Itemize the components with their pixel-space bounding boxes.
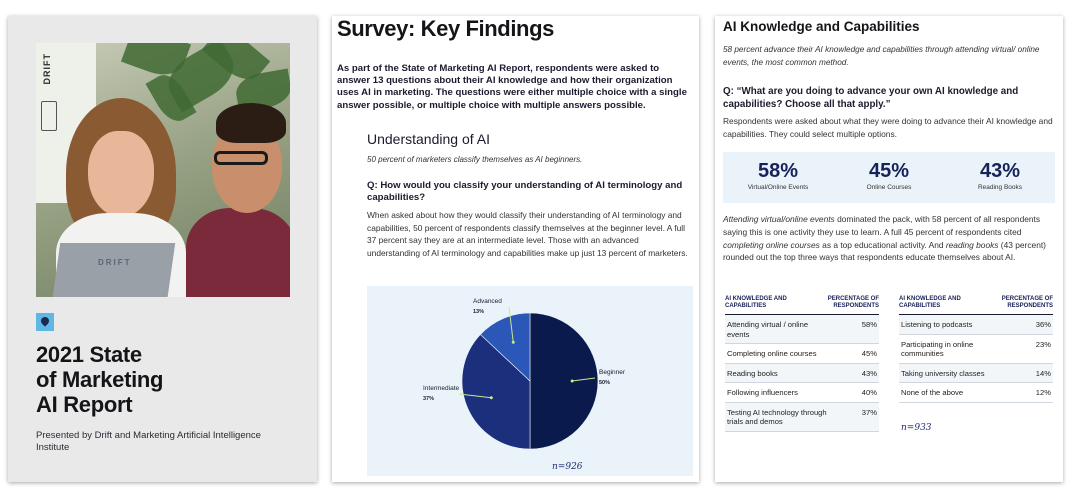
drift-logo: DRIFT (42, 53, 52, 85)
row-value: 36% (1035, 320, 1051, 329)
intro-paragraph: As part of the State of Marketing AI Report, respondents were asked to answer 13 questions about their AI knowledge and how their organization uses AI in marketing. The questions were either multiple choice with a single answer possible, or multiple choice with multiple answers possible. (337, 63, 687, 111)
stat-reading-books (945, 160, 1055, 191)
section-summary: 50 percent of marketers classify themselves as AI beginners. (367, 155, 583, 164)
cover-photo (36, 43, 290, 297)
row-label: Listening to podcasts (901, 320, 973, 329)
page-title: Survey: Key Findings (337, 16, 554, 41)
table-header (725, 296, 879, 315)
body-paragraph: When asked about how they would classify their understanding of AI terminology and capabilities, 50 percent of respondents classify themselves at the beginner level. A full 37 percent say they are at an intermediate level. Those with an advanced understanding of AI terminology and capabilities make up just 13 percent of marketers. (367, 210, 688, 258)
table-row (899, 335, 1053, 364)
row-value: 43% (861, 368, 877, 378)
key-findings-page (332, 16, 699, 482)
row-label: Taking university classes (901, 368, 985, 378)
stat-label: Online Courses (866, 184, 912, 191)
pie-value-label: 37% (423, 396, 435, 402)
cover-subtitle: Presented by Drift and Marketing Artificial Intelligence Institute (36, 430, 261, 453)
row-value: 58% (861, 320, 877, 329)
table-header-left: AI KNOWLEDGE AND CAPABILITIES (725, 296, 787, 309)
table-row (725, 344, 879, 364)
stats-banner (723, 152, 1055, 203)
row-label: Testing AI technology through trials and demos (727, 407, 827, 426)
capabilities-table-right (899, 296, 1053, 403)
row-value: 37% (861, 407, 877, 417)
body-paragraph: Respondents were asked about what they were doing to advance their AI knowledge and capabilities. They could select multiple options. (723, 116, 1053, 139)
pie-value-label: 13% (473, 309, 485, 315)
pie-chart (367, 286, 693, 476)
capabilities-page (715, 16, 1063, 482)
stat-value: 45% (868, 160, 910, 182)
analysis-paragraph (723, 213, 1053, 264)
row-label: Completing online courses (727, 349, 817, 358)
cover-page (8, 16, 317, 482)
row-value: 12% (1035, 388, 1051, 397)
stat-label: Virtual/Online Events (747, 184, 809, 191)
analysis-text-run: Attending virtual/online events (723, 214, 835, 224)
table-row (899, 383, 1053, 403)
question-heading: Q: “What are you doing to advance your own AI knowledge and capabilities? Choose all that apply.” (723, 86, 1019, 110)
cover-title: 2021 State of Marketing AI Report (36, 342, 164, 417)
pie-category-label: Advanced (473, 298, 502, 305)
stat-value: 43% (979, 160, 1021, 182)
table-row (725, 403, 879, 432)
pie-leader-dot (490, 396, 493, 399)
row-label: None of the above (901, 388, 964, 397)
row-value: 45% (861, 349, 877, 358)
analysis-text-run: as a top educational activity. And (819, 239, 946, 250)
row-label: Attending virtual / online events (727, 320, 809, 339)
table-row (725, 315, 879, 344)
analysis-text-run: dominated the pack, with 58 percent of all respondents saying this is one activity they use to learn. A full 45 percent of respondents cited (723, 214, 1041, 237)
laptop-logo: DRIFT (98, 258, 132, 267)
pie-chart-panel (367, 286, 693, 476)
table-header-right: PERCENTAGE OF RESPONDENTS (1001, 296, 1053, 309)
row-value: 40% (861, 388, 877, 397)
analysis-text-run: (43 percent) rounded out the top three ways that respondents educate themselves about AI. (723, 239, 1046, 263)
stat-virtual-events (723, 160, 833, 191)
section-title: AI Knowledge and Capabilities (723, 19, 920, 34)
table-row (899, 315, 1053, 335)
location-pin-icon (36, 313, 54, 331)
table-row (899, 364, 1053, 384)
question-heading: Q: How would you classify your understanding of AI terminology and capabilities? (367, 180, 683, 203)
table-row (725, 383, 879, 403)
institute-seal-icon (41, 101, 57, 131)
analysis-text-run: completing online courses (723, 239, 820, 250)
pie-leader-dot (512, 341, 515, 344)
table-header-left: AI KNOWLEDGE AND CAPABILITIES (899, 296, 961, 309)
stat-value: 58% (757, 160, 799, 182)
row-value: 14% (1035, 368, 1051, 378)
pie-category-label: Beginner (599, 369, 626, 376)
pie-slice-beginner (530, 313, 598, 449)
pie-value-label: 50% (599, 380, 611, 386)
table-header (899, 296, 1053, 315)
table-header-right: PERCENTAGE OF RESPONDENTS (827, 296, 879, 309)
capabilities-table-left (725, 296, 879, 432)
row-label: Participating in online communities (901, 339, 974, 358)
row-value: 23% (1035, 339, 1051, 349)
sample-size-note: n=933 (901, 423, 932, 433)
analysis-text-run: reading books (945, 239, 999, 250)
section-summary: 58 percent advance their AI knowledge and capabilities through attending virtual/ online events, the most common method. (723, 45, 1040, 67)
section-title: Understanding of AI (367, 131, 490, 147)
table-row (725, 364, 879, 384)
sample-size-note: n=926 (552, 462, 583, 472)
glasses-icon (214, 151, 268, 165)
pie-category-label: Intermediate (423, 385, 460, 392)
row-label: Reading books (727, 368, 778, 378)
row-label: Following influencers (727, 388, 798, 397)
pie-leader-dot (571, 380, 574, 383)
stat-online-courses (834, 160, 944, 191)
stat-label: Reading Books (977, 184, 1023, 191)
